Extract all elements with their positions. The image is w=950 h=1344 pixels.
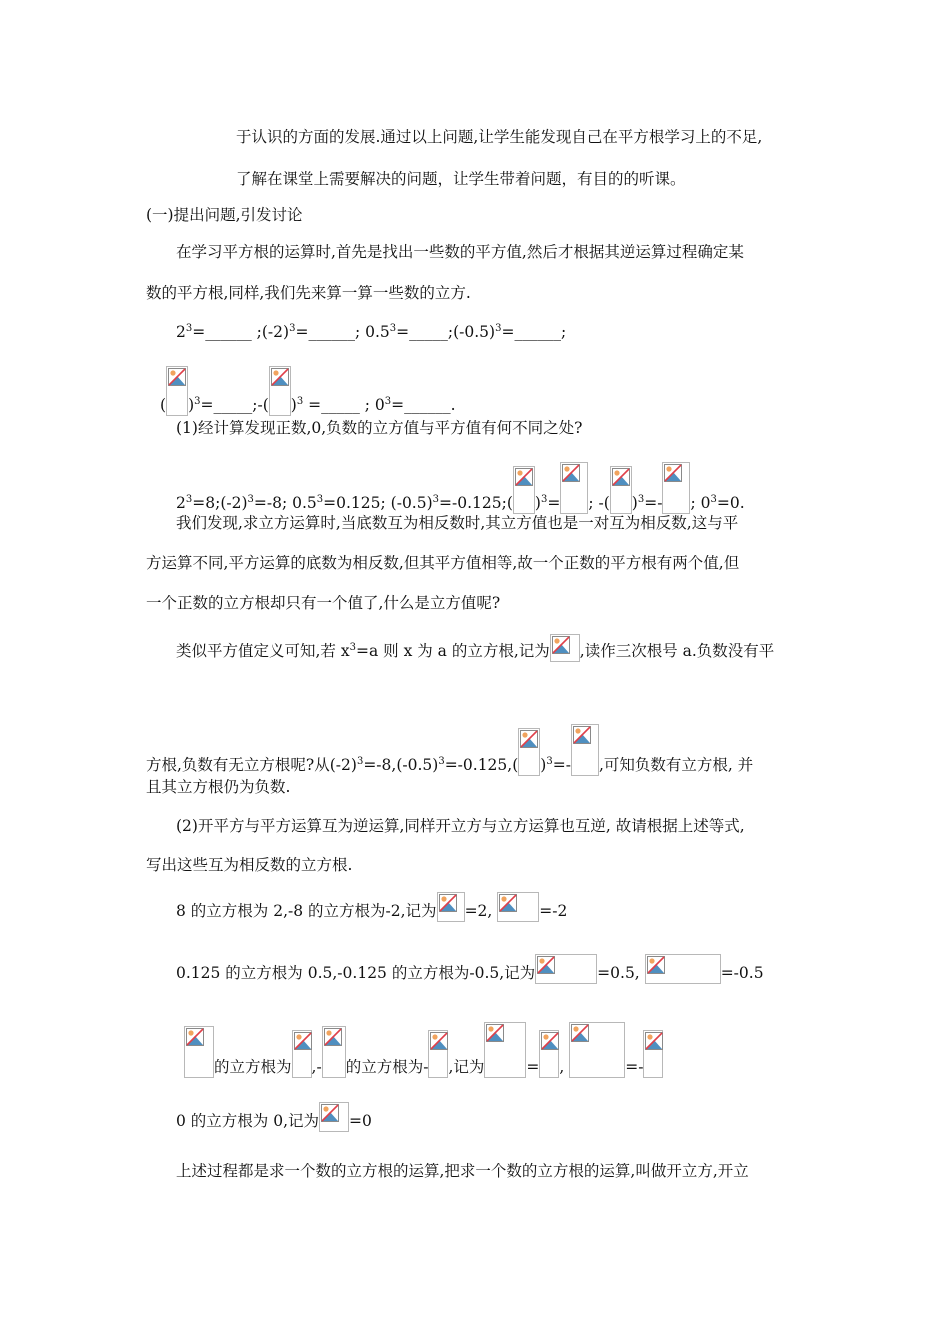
exponent: 3: [540, 494, 548, 505]
broken-image-icon: [610, 466, 632, 514]
section-heading: (一)提出问题,引发讨论: [146, 206, 303, 224]
exponent: 3: [316, 494, 324, 505]
broken-image-icon: [662, 462, 690, 514]
text: =-2: [539, 902, 568, 920]
broken-image-icon: [428, 1030, 448, 1078]
broken-image-icon: [484, 1022, 526, 1078]
text: =-8,(-0.5): [363, 756, 439, 774]
broken-image-icon: [497, 892, 539, 922]
answer-line: [176, 462, 745, 514]
text: =-: [625, 1058, 644, 1076]
text: ,: [559, 1058, 565, 1076]
text: =0.125; (-0.5): [323, 494, 433, 512]
text: =: [526, 1058, 540, 1076]
text-line: [176, 1102, 372, 1132]
text: ): [188, 396, 195, 414]
text: =-8; 0.5: [253, 494, 317, 512]
text: =_____ ; 0: [303, 396, 385, 414]
text-line: 了解在课堂上需要解决的问题，让学生带着问题，有目的的听课。: [236, 170, 686, 188]
text: 2: [176, 323, 186, 341]
text-line: (1)经计算发现正数,0,负数的立方值与平方值有何不同之处?: [176, 419, 583, 437]
text: =_____;(-0.5): [396, 323, 496, 341]
text: =-0.125;(: [439, 494, 513, 512]
broken-image-icon: [643, 1030, 663, 1078]
text: 0.125 的立方根为 0.5,-0.125 的立方根为-0.5,记为: [176, 964, 536, 982]
exercise-line: [160, 366, 456, 416]
text: 2: [176, 494, 186, 512]
broken-image-icon: [319, 1102, 349, 1132]
broken-image-icon: [535, 954, 597, 984]
text: ): [631, 494, 638, 512]
broken-image-icon: [513, 466, 535, 514]
text: ): [534, 494, 541, 512]
text: ; -(: [588, 494, 610, 512]
broken-image-icon: [518, 728, 540, 776]
exponent: 3: [384, 396, 392, 407]
text-line: [184, 1022, 663, 1078]
text: =______; 0.5: [295, 323, 390, 341]
text: 的立方根为-: [345, 1058, 429, 1076]
text: 类似平方值定义可知,若 x: [176, 642, 350, 660]
exponent: 3: [546, 756, 553, 767]
exponent: 3: [349, 642, 356, 653]
text-line: 在学习平方根的运算时,首先是找出一些数的平方值,然后才根据其逆运算过程确定某: [176, 243, 744, 261]
broken-image-icon: [322, 1026, 346, 1078]
text-line: (2)开平方与平方运算互为逆运算,同样开立方与立方运算也互逆, 故请根据上述等式,: [176, 817, 745, 835]
exponent: 3: [438, 756, 445, 767]
text-line: 上述过程都是求一个数的立方根的运算,把求一个数的立方根的运算,叫做开立方,开立: [176, 1162, 749, 1180]
exponent: 3: [289, 323, 296, 334]
broken-image-icon: [550, 634, 580, 662]
text: =______.: [391, 396, 456, 414]
text: ,读作三次根号 a.负数没有平: [579, 642, 775, 660]
broken-image-icon: [292, 1030, 312, 1078]
text-line: 方运算不同,平方运算的底数为相反数,但其平方值相等,故一个正数的平方根有两个值,但: [146, 554, 740, 572]
text: =0.5,: [597, 964, 640, 982]
text: =0.: [716, 494, 745, 512]
broken-image-icon: [539, 1030, 559, 1078]
exponent: 3: [185, 323, 193, 334]
text-line: 写出这些互为相反数的立方根.: [146, 856, 353, 874]
exponent: 3: [389, 323, 397, 334]
text-line: 且其立方根仍为负数.: [146, 778, 291, 796]
text: =: [547, 494, 561, 512]
exponent: 3: [432, 494, 440, 505]
text: =2,: [464, 902, 493, 920]
broken-image-icon: [269, 366, 291, 416]
exponent: 3: [495, 323, 502, 334]
text-line: 数的平方根,同样,我们先来算一算一些数的立方.: [146, 284, 471, 302]
text-line: 于认识的方面的发展.通过以上问题,让学生能发现自己在平方根学习上的不足,: [236, 128, 763, 146]
text: =-: [644, 494, 663, 512]
text-line: [176, 634, 774, 662]
text: =-: [552, 756, 571, 774]
exponent: 3: [247, 494, 254, 505]
exponent: 3: [356, 756, 364, 767]
text-line: [176, 954, 764, 984]
text: =8;(-2): [192, 494, 248, 512]
exponent: 3: [185, 494, 193, 505]
text: =______;: [501, 323, 567, 341]
exponent: 3: [194, 396, 201, 407]
broken-image-icon: [560, 462, 588, 514]
text-line: [176, 892, 567, 922]
text: 0 的立方根为 0,记为: [176, 1112, 320, 1130]
exponent: 3: [637, 494, 645, 505]
exponent: 3: [296, 396, 304, 407]
exponent: 3: [710, 494, 717, 505]
broken-image-icon: [184, 1026, 214, 1078]
broken-image-icon: [166, 366, 188, 416]
text: (: [160, 396, 167, 414]
text: =_____;-(: [200, 396, 269, 414]
text: =0: [349, 1112, 372, 1130]
text-line: [146, 724, 753, 776]
text: 8 的立方根为 2,-8 的立方根为-2,记为: [176, 902, 437, 920]
broken-image-icon: [569, 1022, 625, 1078]
broken-image-icon: [571, 724, 599, 776]
broken-image-icon: [645, 954, 721, 984]
text: =______ ;(-2): [192, 323, 290, 341]
text: =-0.125,(: [444, 756, 519, 774]
broken-image-icon: [437, 892, 465, 922]
text: ,可知负数有立方根, 并: [598, 756, 754, 774]
text: ,-: [311, 1058, 322, 1076]
text-line: 一个正数的立方根却只有一个值了,什么是立方值呢?: [146, 594, 501, 612]
exercise-line: [176, 318, 566, 343]
text: ): [540, 756, 547, 774]
text: ; 0: [690, 494, 711, 512]
text: 的立方根为: [214, 1058, 292, 1076]
text: 方根,负数有无立方根呢?从(-2): [146, 756, 357, 774]
text: =a 则 x 为 a 的立方根,记为: [355, 642, 550, 660]
text: =-0.5: [720, 964, 764, 982]
text: ,记为: [448, 1058, 485, 1076]
text: ): [290, 396, 297, 414]
text-line: 我们发现,求立方运算时,当底数互为相反数时,其立方值也是一对互为相反数,这与平: [176, 514, 739, 532]
